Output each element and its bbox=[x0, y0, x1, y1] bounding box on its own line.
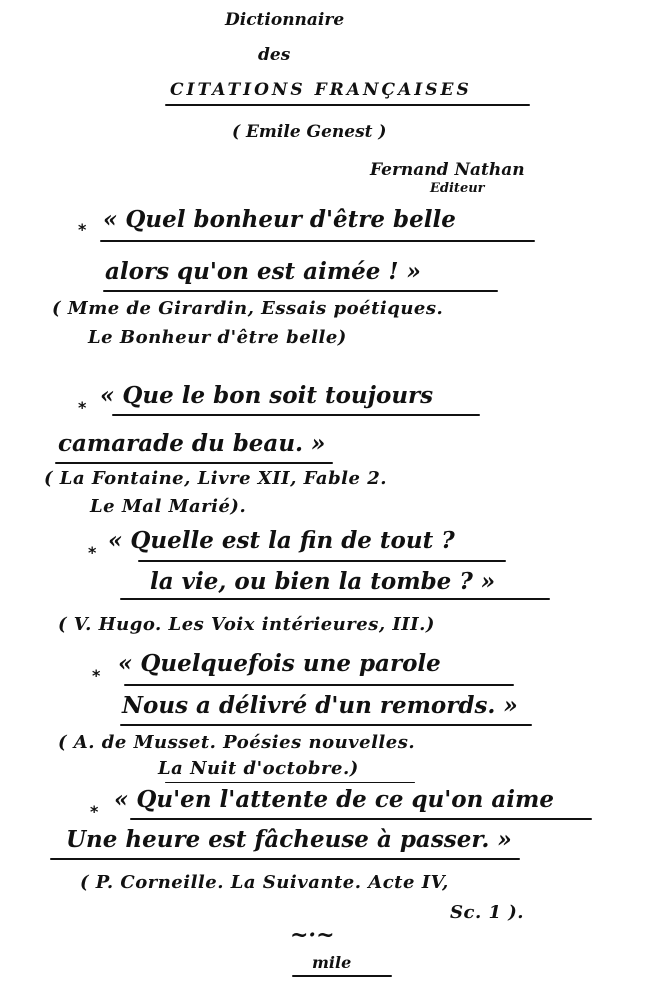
quote-4-marker: * bbox=[92, 666, 101, 685]
quote-3-line-2: la vie, ou bien la tombe ? » bbox=[150, 568, 496, 595]
quote-3-underline-2 bbox=[120, 598, 550, 600]
author-name: ( Emile Genest ) bbox=[232, 122, 387, 142]
quote-3-source-line-1: ( V. Hugo. Les Voix intérieures, III.) bbox=[58, 614, 435, 635]
quote-1-marker: * bbox=[78, 220, 87, 239]
quote-5-underline-2 bbox=[50, 858, 520, 860]
quote-4-source-underline bbox=[165, 782, 415, 783]
quote-2-source-line-1: ( La Fontaine, Livre XII, Fable 2. bbox=[44, 468, 388, 489]
quote-5-line-2: Une heure est fâcheuse à passer. » bbox=[66, 826, 512, 853]
quote-2-underline-2 bbox=[55, 462, 333, 464]
quote-4-underline-1 bbox=[124, 684, 514, 686]
footer-signature: mile bbox=[312, 953, 352, 972]
quote-1-underline-2 bbox=[103, 290, 498, 292]
title-citations-francaises: CITATIONS FRANÇAISES bbox=[170, 80, 472, 100]
quote-2-line-1: « Que le bon soit toujours bbox=[100, 382, 434, 409]
quote-5-source-line-2: Sc. 1 ). bbox=[450, 902, 525, 923]
title-dictionnaire: Dictionnaire bbox=[225, 10, 345, 30]
quote-1-source-line-2: Le Bonheur d'être belle) bbox=[88, 327, 347, 348]
quote-2-line-2: camarade du beau. » bbox=[58, 430, 326, 457]
quote-5-line-1: « Qu'en l'attente de ce qu'on aime bbox=[114, 786, 554, 813]
quote-5-source-line-1: ( P. Corneille. La Suivante. Acte IV, bbox=[80, 872, 449, 893]
publisher-role: Editeur bbox=[430, 181, 485, 196]
quote-1-underline-1 bbox=[100, 240, 535, 242]
title-des: des bbox=[258, 45, 291, 65]
footer-ornament: ~·~ bbox=[290, 922, 335, 948]
quote-3-line-1: « Quelle est la fin de tout ? bbox=[108, 527, 455, 554]
quote-2-source-line-2: Le Mal Marié). bbox=[90, 496, 247, 517]
quote-4-source-line-2: La Nuit d'octobre.) bbox=[158, 758, 359, 779]
quote-4-underline-2 bbox=[120, 724, 532, 726]
quote-2-marker: * bbox=[78, 398, 87, 417]
quote-5-underline-1 bbox=[130, 818, 592, 820]
quote-4-line-1: « Quelquefois une parole bbox=[118, 650, 441, 677]
quote-1-line-1: « Quel bonheur d'être belle bbox=[103, 206, 456, 233]
quote-1-source-line-1: ( Mme de Girardin, Essais poétiques. bbox=[52, 298, 444, 319]
quote-3-underline-1 bbox=[138, 560, 506, 562]
quote-2-underline-1 bbox=[112, 414, 480, 416]
quote-3-marker: * bbox=[88, 543, 97, 562]
title-underline bbox=[165, 104, 530, 106]
quote-4-line-2: Nous a délivré d'un remords. » bbox=[122, 692, 518, 719]
signature-underline bbox=[292, 975, 392, 977]
quote-1-line-2: alors qu'on est aimée ! » bbox=[105, 258, 421, 285]
publisher-name: Fernand Nathan bbox=[370, 160, 525, 180]
quote-4-source-line-1: ( A. de Musset. Poésies nouvelles. bbox=[58, 732, 416, 753]
quote-5-marker: * bbox=[90, 802, 99, 821]
